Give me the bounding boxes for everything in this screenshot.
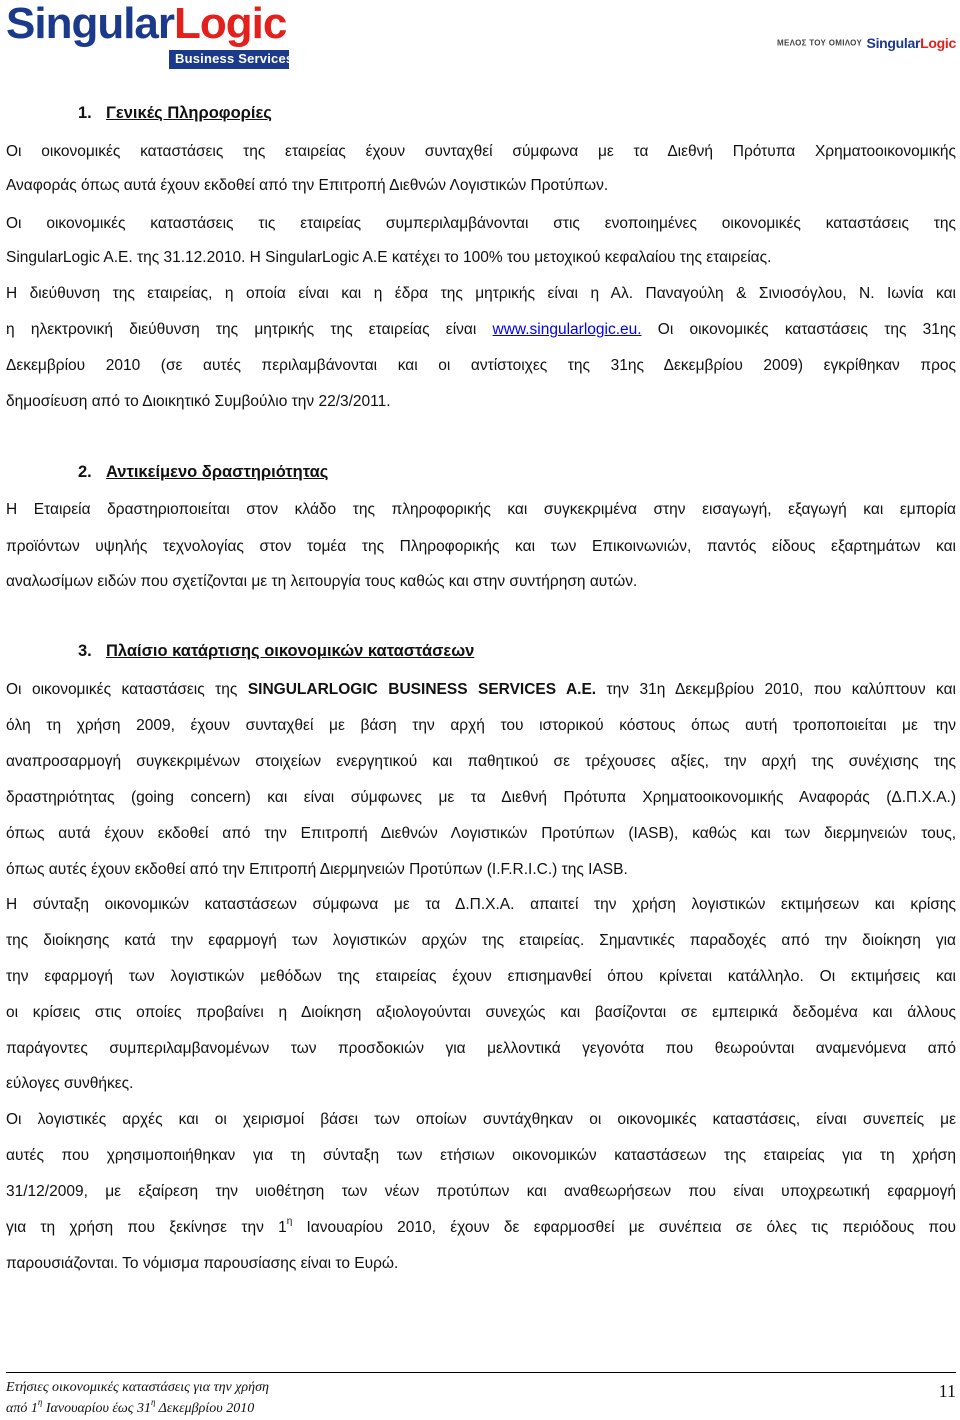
paragraph-line: αυτές που χρησιμοποιήθηκαν για τη σύνταξη των ετήσιων οικονομικών καταστάσεων της εταιρείας για τη χρήση	[6, 1147, 956, 1164]
group-member-logo	[777, 34, 956, 54]
page-number: 11	[938, 1381, 956, 1401]
superscript: η	[286, 1216, 293, 1227]
paragraph-line: προϊόντων υψηλής τεχνολογίας στον τομέα της Πληροφορικής και των Επικοινωνιών, παντός είδους εξαρτημάτων και	[6, 538, 956, 555]
group-member-label: ΜΕΛΟΣ ΤΟΥ ΟΜΙΛΟΥ	[777, 38, 863, 48]
paragraph-line: Οι λογιστικές αρχές και οι χειρισμοί βάσει των οποίων συντάχθηκαν οι οικονομικές καταστάσεις, είναι συνεπείς με	[6, 1111, 956, 1128]
paragraph-line: αναπροσαρμογή συγκεκριμένων στοιχείων ενεργητικού και παθητικού σε τρέχουσες αξίες, την αρχή της συνέχισης της	[6, 753, 956, 770]
paragraph-line-with-superscript	[6, 1216, 956, 1252]
logo-wordmark	[6, 2, 286, 46]
section-number: 1.	[78, 104, 92, 122]
website-link[interactable]: www.singularlogic.eu.	[492, 321, 642, 338]
text-span: Ιανουαρίου 2010, έχουν δε εφαρμοσθεί με συνέπεια σε όλες τις περιόδους που	[292, 1219, 956, 1236]
paragraph-line: δραστηριότητας (going concern) και είναι σύμφωνες με τα Διεθνή Πρότυπα Χρηματοοικονομικής Αναφοράς (Δ.Π.Χ.Α.)	[6, 789, 956, 806]
paragraph-line: την εφαρμογή των λογιστικών μεθόδων της εταιρείας έχουν επισημανθεί όπου κρίνεται κατάλληλο. Οι εκτιμήσεις και	[6, 968, 956, 985]
paragraph-line: SingularLogic A.E. της 31.12.2010. Η SingularLogic A.E κατέχει το 100% του μετοχικού κεφαλαίου της εταιρείας.	[6, 249, 772, 266]
paragraph-line: παράγοντες συμπεριλαμβανομένων των προσδοκιών για μελλοντικά γεγονότα που θεωρούνται αναμενόμενα από	[6, 1040, 956, 1057]
paragraph-line: Δεκεμβρίου 2010 (σε αυτές περιλαμβάνονται και οι αντίστοιχες της 31ης Δεκεμβρίου 2009) εγκρίθηκαν προς	[6, 357, 956, 374]
paragraph-line: Η σύνταξη οικονομικών καταστάσεων σύμφωνα με τα Δ.Π.Χ.Α. απαιτεί την χρήση λογιστικών εκτιμήσεων και κρίσης	[6, 896, 956, 913]
text-span: την 31η Δεκεμβρίου 2010, που καλύπτουν και	[596, 681, 957, 698]
paragraph-line: Η Εταιρεία δραστηριοποιείται στον κλάδο της πληροφορικής και συγκεκριμένα στην εισαγωγή, εξαγωγή και εμπορία	[6, 501, 956, 518]
section-title: Αντικείμενο δραστηριότητας	[106, 463, 329, 481]
section-number: 2.	[78, 463, 92, 481]
paragraph-line: παρουσιάζονται. Το νόμισμα παρουσίασης είναι το Ευρώ.	[6, 1255, 399, 1272]
section-number: 3.	[78, 642, 92, 660]
text-span: Οι οικονομικές καταστάσεις της	[6, 681, 248, 698]
superscript: η	[150, 1397, 156, 1407]
paragraph-line-with-bold	[6, 678, 956, 714]
paragraph-line: Οι οικονομικές καταστάσεις της εταιρείας έχουν συνταχθεί σύμφωνα με τα Διεθνή Πρότυπα Χρηματοοικονομικής	[6, 143, 956, 160]
footer-divider	[6, 1372, 956, 1373]
logo-subtitle-bar	[169, 50, 294, 69]
text-span: Δεκεμβρίου 2010	[155, 1401, 255, 1416]
paragraph-line: Οι οικονομικές καταστάσεις τις εταιρείας συμπεριλαμβάνονται στις ενοποιημένες οικονομικές καταστάσεις της	[6, 215, 956, 232]
text-span: για τη χρήση που ξεκίνησε την 1	[6, 1219, 287, 1236]
paragraph-line: δημοσίευση από το Διοικητικό Συμβούλιο την 22/3/2011.	[6, 393, 391, 410]
footer-title-line1: Ετήσιες οικονομικές καταστάσεις για την χρήση	[6, 1380, 269, 1395]
company-name: SINGULARLOGIC BUSINESS SERVICES A.E.	[247, 681, 597, 698]
paragraph-line: οι κρίσεις στις οποίες προβαίνει η Διοίκηση αξιολογούνται συνεχώς και βασίζονται σε εμπειρικά δεδομένα και άλλους	[6, 1004, 956, 1021]
section-3-heading	[78, 642, 474, 661]
paragraph-line: Αναφοράς όπως αυτά έχουν εκδοθεί από την Επιτροπή Διεθνών Λογιστικών Προτύπων.	[6, 177, 609, 194]
text-span: από 1	[6, 1401, 38, 1416]
paragraph-line: Η διεύθυνση της εταιρείας, η οποία είναι και η έδρα της μητρικής είναι η Αλ. Παναγούλη & Σινιοσόγλου, Ν. Ιωνία και	[6, 285, 956, 302]
section-title: Γενικές Πληροφορίες	[106, 104, 272, 122]
paragraph-line: όπως αυτά έχουν εκδοθεί από την Επιτροπή Διεθνών Λογιστικών Προτύπων (IASB), καθώς και των διερμηνειών τους,	[6, 825, 956, 842]
text-span: Οι οικονομικές καταστάσεις της 31ης	[641, 321, 957, 338]
logo-subtitle: Business Services	[175, 51, 294, 66]
section-title: Πλαίσιο κατάρτισης οικονομικών καταστάσεων	[106, 642, 475, 660]
paragraph-line: όπως αυτές έχουν εκδοθεί από την Επιτροπή Διερμηνειών Προτύπων (I.F.R.I.C.) της IASB.	[6, 861, 628, 878]
paragraph-line: εύλογες συνθήκες.	[6, 1075, 134, 1092]
singularlogic-logo	[6, 2, 296, 74]
paragraph-line: 31/12/2009, με εξαίρεση την υιοθέτηση των νέων προτύπων και αναθεωρήσεων που είναι υποχρεωτική εφαρμογή	[6, 1183, 956, 1200]
logo-word-part1: Singular	[6, 0, 175, 48]
paragraph-line: της διοίκησης κατά την εφαρμογή των λογιστικών αρχών της εταιρείας. Σημαντικές παραδοχές από την διοίκηση για	[6, 932, 956, 949]
member-word-part1: Singular	[866, 34, 921, 51]
text-span: η ηλεκτρονική διεύθυνση της μητρικής της εταιρείας είναι	[6, 321, 493, 338]
footer-title-line2	[6, 1397, 255, 1417]
member-word-part2: Logic	[920, 34, 956, 51]
group-member-wordmark	[867, 35, 956, 51]
text-span: Ιανουαρίου έως 31	[42, 1401, 151, 1416]
paragraph-line-with-link	[6, 318, 956, 354]
paragraph-line: όλη τη χρήση 2009, έχουν συνταχθεί με βάση την αρχή του ιστορικού κόστους όπως αυτή τροποποιείται με την	[6, 717, 956, 734]
superscript: η	[37, 1397, 43, 1407]
section-1-heading	[78, 104, 272, 123]
section-2-heading	[78, 463, 328, 482]
paragraph-line: αναλωσίμων ειδών που σχετίζονται με τη λειτουργία τους καθώς και στην συντήρηση αυτών.	[6, 573, 638, 590]
logo-word-part2: Logic	[174, 0, 287, 48]
